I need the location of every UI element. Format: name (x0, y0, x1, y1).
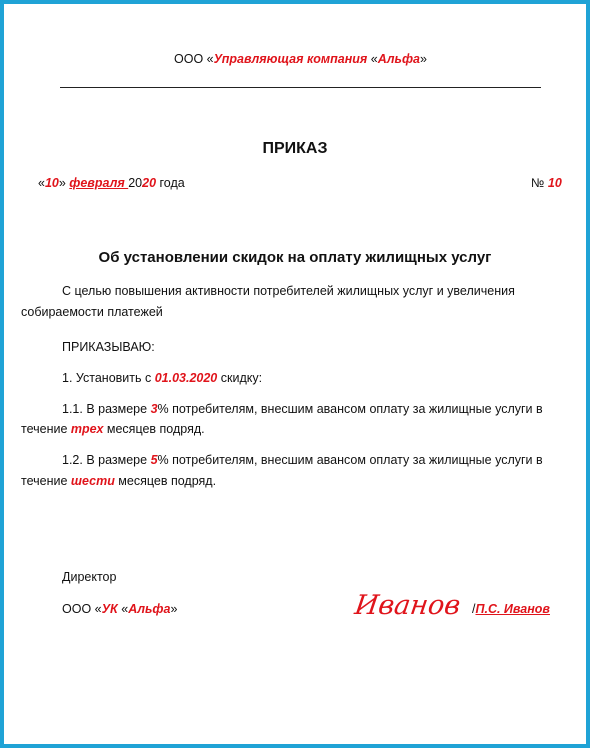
order-word: ПРИКАЗЫВАЮ: (62, 340, 155, 354)
intro-line-1: С целью повышения активности потребителей жилищных услуг и увеличения (62, 284, 515, 298)
item-1-1-prefix: 1.1. В размере (62, 402, 151, 416)
item-1-1-period: трех (70, 422, 104, 436)
item-1-suffix: скидку: (217, 371, 263, 385)
item-1-2-percent: 5 (150, 453, 158, 467)
item-1-date: 01.03.2020 (154, 371, 218, 385)
number-label: № (531, 176, 548, 190)
date-close-quote: » (58, 176, 70, 190)
org-suffix: » (419, 52, 427, 66)
header-organization (174, 52, 427, 66)
header-underline (60, 87, 541, 88)
signer-org-uk: УК (101, 602, 118, 616)
date-year-b: 20 (142, 176, 157, 190)
signer-position: Директор (62, 570, 117, 584)
date-open-quote: « (38, 176, 45, 190)
signer-org-prefix: ООО « (62, 602, 102, 616)
order-subject: Об установлении скидок на оплату жилищных услуг (98, 249, 492, 266)
date-day: 10 (44, 176, 59, 190)
item-1-1-line-1 (62, 402, 543, 416)
signer-org-suffix: » (170, 602, 178, 616)
signer-organization (62, 602, 177, 616)
signer-name: П.С. Иванов (475, 602, 550, 616)
date-year-a: 20 (128, 176, 143, 190)
item-1-2-line2-suffix: месяцев подряд. (114, 474, 217, 488)
item-1-2-period: шести (70, 474, 115, 488)
org-name-part2: Альфа (377, 52, 420, 66)
signer-slash: / (472, 602, 476, 616)
item-1-1-percent: 3 (150, 402, 158, 416)
org-mid: « (367, 52, 378, 66)
org-prefix: ООО « (174, 52, 214, 66)
item-1-prefix: 1. Установить с (62, 371, 155, 385)
document-title: ПРИКАЗ (262, 140, 328, 157)
item-1 (62, 371, 262, 385)
item-1-1-line-2 (21, 422, 205, 436)
item-1-2-line2-prefix: течение (21, 474, 71, 488)
item-1-1-line2-suffix: месяцев подряд. (103, 422, 205, 436)
handwritten-signature: Иванов (352, 590, 463, 621)
order-number (531, 176, 562, 190)
order-date (38, 176, 185, 190)
org-name-part1: Управляющая компания (213, 52, 368, 66)
intro-line-2: собираемости платежей (21, 305, 163, 319)
signer-org-mid: « (117, 602, 129, 616)
item-1-2-line-1 (62, 453, 543, 467)
signer-name-block (472, 602, 550, 616)
item-1-2-rest: % потребителям, внесшим авансом оплату за жилищные услуги в (157, 453, 543, 467)
date-month: февраля (69, 176, 129, 190)
signer-org-name: Альфа (128, 602, 171, 616)
number-value: 10 (547, 176, 562, 190)
date-tail: года (156, 176, 185, 190)
item-1-2-prefix: 1.2. В размере (62, 453, 151, 467)
item-1-1-line2-prefix: течение (21, 422, 71, 436)
item-1-2-line-2 (21, 474, 216, 488)
item-1-1-rest: % потребителям, внесшим авансом оплату за жилищные услуги в (157, 402, 543, 416)
